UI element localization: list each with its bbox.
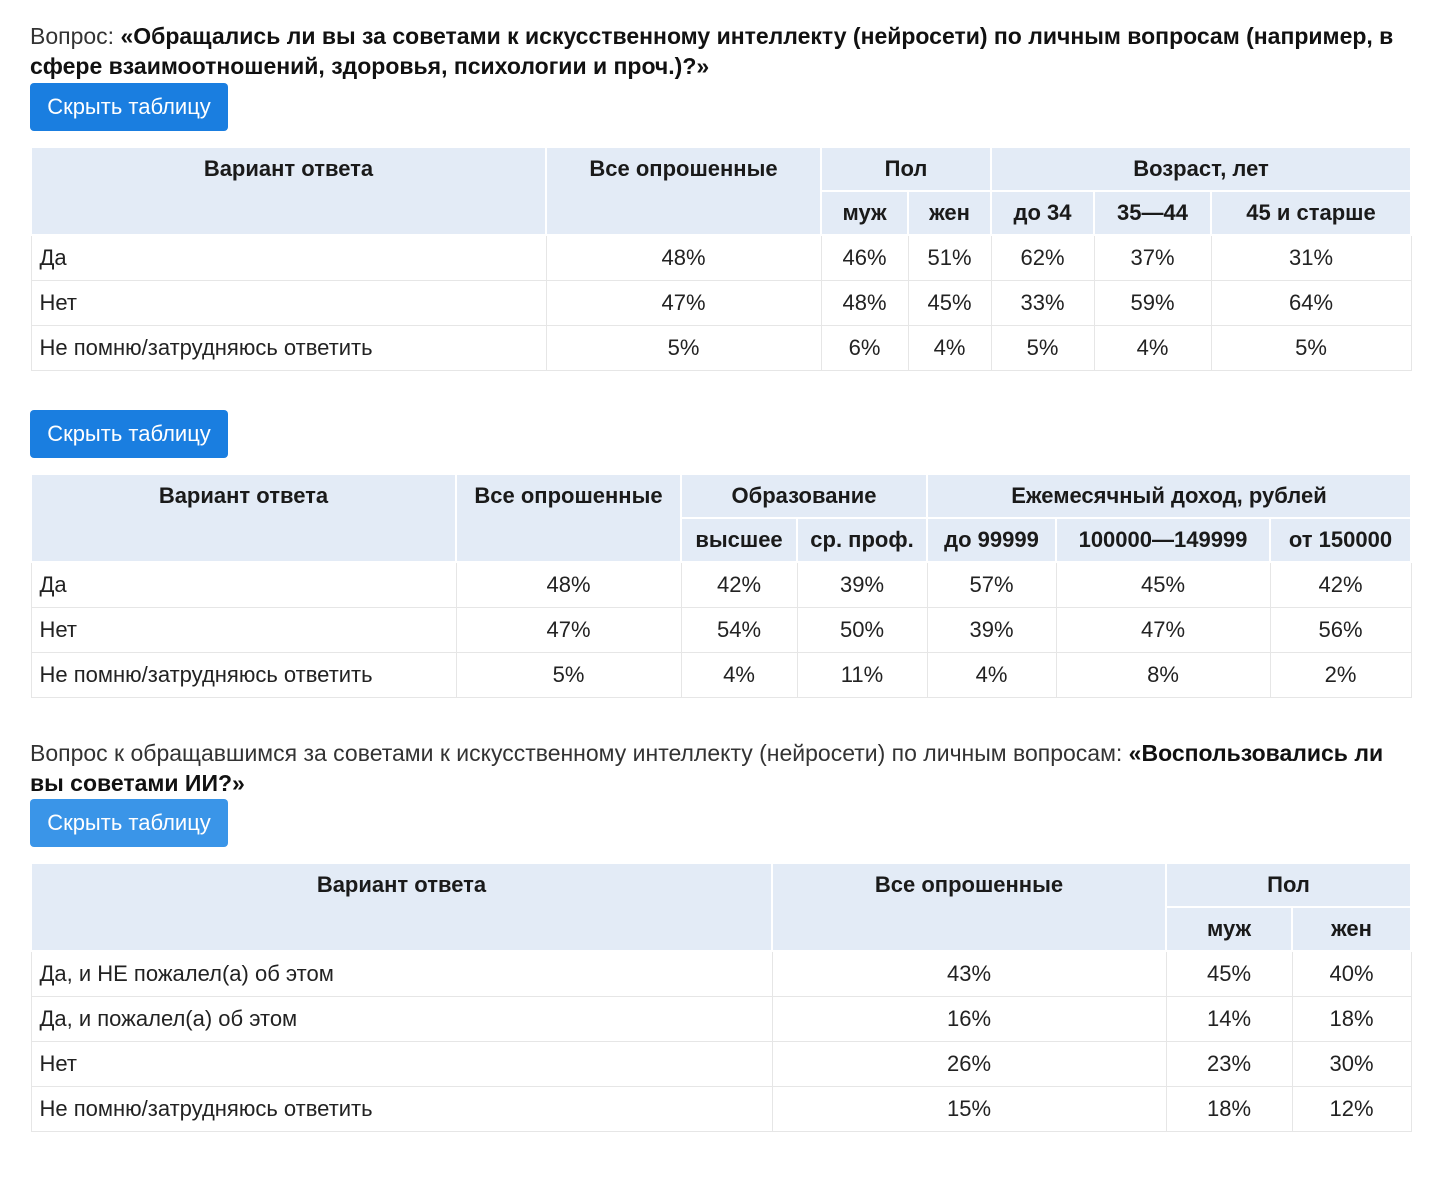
cell-value: 57% [927,562,1056,608]
row-label: Да, и НЕ пожалел(а) об этом [31,951,772,997]
cell-value: 14% [1166,997,1292,1042]
table-2 [30,473,1412,698]
header-all: Все опрошенные [546,147,821,235]
cell-value: 8% [1056,653,1270,698]
header-male: муж [821,191,908,235]
cell-value: 54% [681,608,797,653]
cell-value: 39% [797,562,927,608]
header-age-2: 35—44 [1094,191,1211,235]
cell-value: 59% [1094,281,1211,326]
cell-value: 64% [1211,281,1411,326]
table-row [31,653,1411,698]
cell-value: 56% [1270,608,1411,653]
cell-value: 30% [1292,1042,1411,1087]
cell-value: 11% [797,653,927,698]
cell-value: 4% [681,653,797,698]
header-male: муж [1166,907,1292,951]
row-label: Да [31,235,546,281]
row-label: Не помню/затрудняюсь ответить [31,326,546,371]
cell-value: 47% [1056,608,1270,653]
hide-table-2-button[interactable]: Скрыть таблицу [30,410,228,458]
row-label: Нет [31,281,546,326]
cell-value: 12% [1292,1087,1411,1132]
cell-value: 26% [772,1042,1166,1087]
cell-value: 5% [1211,326,1411,371]
cell-value: 48% [821,281,908,326]
cell-value: 45% [1166,951,1292,997]
header-secondary: ср. проф. [797,518,927,562]
cell-value: 62% [991,235,1094,281]
cell-value: 18% [1166,1087,1292,1132]
header-income-1: до 99999 [927,518,1056,562]
table-row [31,562,1411,608]
cell-value: 37% [1094,235,1211,281]
cell-value: 6% [821,326,908,371]
row-label: Да, и пожалел(а) об этом [31,997,772,1042]
cell-value: 33% [991,281,1094,326]
header-age-3: 45 и старше [1211,191,1411,235]
cell-value: 5% [456,653,681,698]
header-age-1: до 34 [991,191,1094,235]
cell-value: 45% [908,281,991,326]
header-female: жен [908,191,991,235]
cell-value: 48% [456,562,681,608]
cell-value: 48% [546,235,821,281]
header-answer: Вариант ответа [31,474,456,562]
question-2-text: «Воспользовались ли вы советами ИИ?» [30,740,1384,796]
row-label: Нет [31,608,456,653]
cell-value: 18% [1292,997,1411,1042]
header-income-3: от 150000 [1270,518,1411,562]
header-education: Образование [681,474,927,518]
header-answer: Вариант ответа [31,863,772,951]
cell-value: 50% [797,608,927,653]
header-income: Ежемесячный доход, рублей [927,474,1411,518]
table-row [31,997,1411,1042]
table-3 [30,862,1412,1132]
cell-value: 47% [546,281,821,326]
table-row [31,281,1411,326]
cell-value: 43% [772,951,1166,997]
cell-value: 51% [908,235,991,281]
header-all: Все опрошенные [456,474,681,562]
question-2 [30,738,1410,798]
header-sex: Пол [1166,863,1411,907]
cell-value: 46% [821,235,908,281]
row-label: Не помню/затрудняюсь ответить [31,1087,772,1132]
cell-value: 42% [1270,562,1411,608]
cell-value: 4% [908,326,991,371]
table-row [31,235,1411,281]
header-sex: Пол [821,147,991,191]
hide-table-3-button[interactable]: Скрыть таблицу [30,799,228,847]
row-label: Нет [31,1042,772,1087]
header-female: жен [1292,907,1411,951]
table-row [31,1087,1411,1132]
cell-value: 15% [772,1087,1166,1132]
question-2-prefix: Вопрос к обращавшимся за советами к искусственному интеллекту (нейросети) по личным вопросам: [30,740,1129,766]
header-all: Все опрошенные [772,863,1166,951]
cell-value: 5% [546,326,821,371]
question-1-text: «Обращались ли вы за советами к искусственному интеллекту (нейросети) по личным вопросам (например, в сфере взаимоотношений, здоровья, психологии и проч.)?» [30,23,1394,79]
table-row [31,1042,1411,1087]
cell-value: 5% [991,326,1094,371]
table-row [31,326,1411,371]
question-1-prefix: Вопрос: [30,23,121,49]
cell-value: 47% [456,608,681,653]
cell-value: 45% [1056,562,1270,608]
cell-value: 39% [927,608,1056,653]
cell-value: 2% [1270,653,1411,698]
row-label: Не помню/затрудняюсь ответить [31,653,456,698]
question-1 [30,21,1410,81]
cell-value: 31% [1211,235,1411,281]
header-income-2: 100000—149999 [1056,518,1270,562]
row-label: Да [31,562,456,608]
cell-value: 16% [772,997,1166,1042]
cell-value: 42% [681,562,797,608]
hide-table-1-button[interactable]: Скрыть таблицу [30,83,228,131]
cell-value: 23% [1166,1042,1292,1087]
cell-value: 40% [1292,951,1411,997]
table-row [31,951,1411,997]
cell-value: 4% [1094,326,1211,371]
header-higher: высшее [681,518,797,562]
header-age: Возраст, лет [991,147,1411,191]
cell-value: 4% [927,653,1056,698]
header-answer: Вариант ответа [31,147,546,235]
table-row [31,608,1411,653]
table-1 [30,146,1412,371]
